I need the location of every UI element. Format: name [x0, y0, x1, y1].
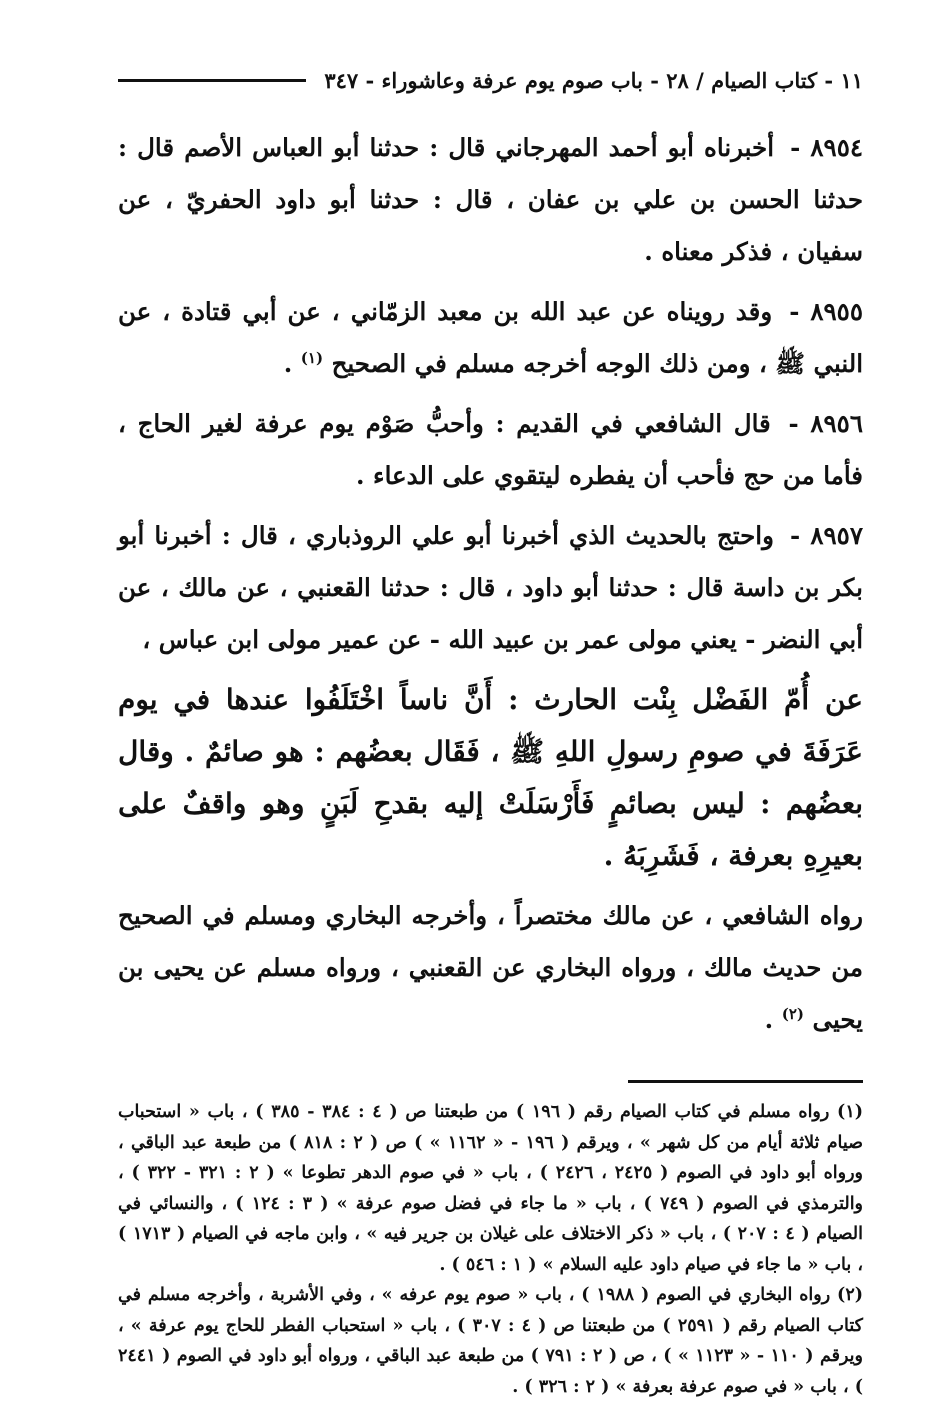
paragraph-number: ٨٩٥٧ - — [790, 521, 863, 550]
paragraph-text: وقد رويناه عن عبد الله بن معبد الزمّاني ، عن أبي قتادة ، عن النبي ﷺ ، ومن ذلك الوجه أخرجه مسلم في الصحيح — [118, 297, 863, 378]
paragraph-8954 — [118, 122, 863, 278]
paragraph-8957 — [118, 510, 863, 666]
footnote-separator — [628, 1080, 863, 1083]
main-text — [118, 122, 863, 1046]
hadith-text: عن أُمّ الفَضْل بِنْت الحارث : أَنَّ ناساً اخْتَلَفُوا عندها في يوم عَرَفَةَ في صومِ رسولِ اللهِ ﷺ ، فَقَال بعضُهم : هو صائمٌ . وقال بعضُهم : ليس بصائمٍ فَأَرْسَلَتْ إليه بقدحِ لَبَنٍ وهو واقفٌ على بعيرِهِ بعرفة ، فَشَرِبَهُ . — [118, 683, 863, 872]
paragraph-8955 — [118, 286, 863, 390]
footnote-1: (١) رواه مسلم في كتاب الصيام رقم ( ١٩٦ ) من طبعتنا ص ( ٤ : ٣٨٤ - ٣٨٥ ) ، باب « استحباب صيام ثلاثة أيام من كل شهر » ، ويرقم ( ١٩٦ - « ١١٦٢ » ) ص ( ٢ : ٨١٨ ) من طبعة عبد الباقي ، ورواه أبو داود في الصوم ( ٢٤٢٥ ، ٢٤٢٦ ) ، باب « في صوم الدهر تطوعا » ( ٢ : ٣٢١ - ٣٢٢ ) ، والترمذي في الصوم ( ٧٤٩ ) ، باب « ما جاء في فضل صوم عرفة » ( ٣ : ١٢٤ ) ، والنسائي في الصيام ( ٤ : ٢٠٧ ) ، باب « ذكر الاختلاف على غيلان بن جرير فيه » ، وابن ماجه في الصيام ( ١٧١٣ ) ، باب « ما جاء في صيام داود عليه السلام » ( ١ : ٥٤٦ ) . — [118, 1102, 864, 1275]
paragraph-number: ٨٩٥٥ - — [789, 297, 863, 326]
paragraph-text: أخبرناه أبو أحمد المهرجاني قال : حدثنا أبو العباس الأصم قال : حدثنا الحسن بن علي بن عفان ، قال : حدثنا أبو داود الحفريّ ، عن سفيان ، فذكر معناه . — [118, 133, 863, 266]
paragraph-8956 — [118, 398, 863, 502]
closing-paragraph — [118, 890, 863, 1046]
footnote-ref-2[interactable]: (٢) — [781, 1004, 805, 1023]
running-header — [118, 60, 863, 100]
paragraph-number: ٨٩٥٦ - — [788, 409, 863, 438]
paragraph-text: رواه الشافعي ، عن مالك مختصراً ، وأخرجه البخاري ومسلم في الصحيح من حديث مالك ، ورواه البخاري عن القعنبي ، ورواه مسلم عن يحيى بن يحيى — [118, 901, 863, 1034]
footnotes — [118, 1097, 863, 1402]
footnote-2: (٢) رواه البخاري في الصوم ( ١٩٨٨ ) ، باب « صوم يوم عرفه » ، وفي الأشربة ، وأخرجه مسلم في كتاب الصيام رقم ( ٢٥٩١ ) من طبعتنا ص ( ٤ : ٣٠٧ ) ، باب « استحباب الفطر للحاج يوم عرفة » ، ويرقم ( ١١٠ - « ١١٢٣ » ) ، ص ( ٢ : ٧٩١ ) من طبعة عبد الباقي ، ورواه أبو داود في الصوم ( ٢٤٤١ ) ، باب « في صوم عرفة بعرفة » ( ٢ : ٣٢٦ ) . — [118, 1285, 863, 1397]
paragraph-text: قال الشافعي في القديم : وأحبُّ صَوْم يوم عرفة لغير الحاج ، فأما من حج فأحب أن يفطره ليتقوي على الدعاء . — [118, 409, 863, 490]
paragraph-end: . — [283, 349, 301, 378]
header-rule — [118, 79, 306, 82]
footnote-ref-1[interactable]: (١) — [300, 348, 324, 367]
header-title: ١١ - كتاب الصيام / ٢٨ - باب صوم يوم عرفة وعاشوراء - ٣٤٧ — [324, 67, 863, 93]
paragraph-text: واحتج بالحديث الذي أخبرنا أبو علي الروذباري ، قال : أخبرنا أبو بكر بن داسة قال : حدثنا أبو داود ، قال : حدثنا القعنبي ، عن مالك ، عن أبي النضر - يعني مولى عمر بن عبيد الله - عن عمير مولى ابن عباس ، — [118, 521, 863, 654]
paragraph-end: . — [764, 1005, 782, 1034]
paragraph-number: ٨٩٥٤ - — [790, 133, 864, 162]
book-page — [118, 60, 863, 1402]
